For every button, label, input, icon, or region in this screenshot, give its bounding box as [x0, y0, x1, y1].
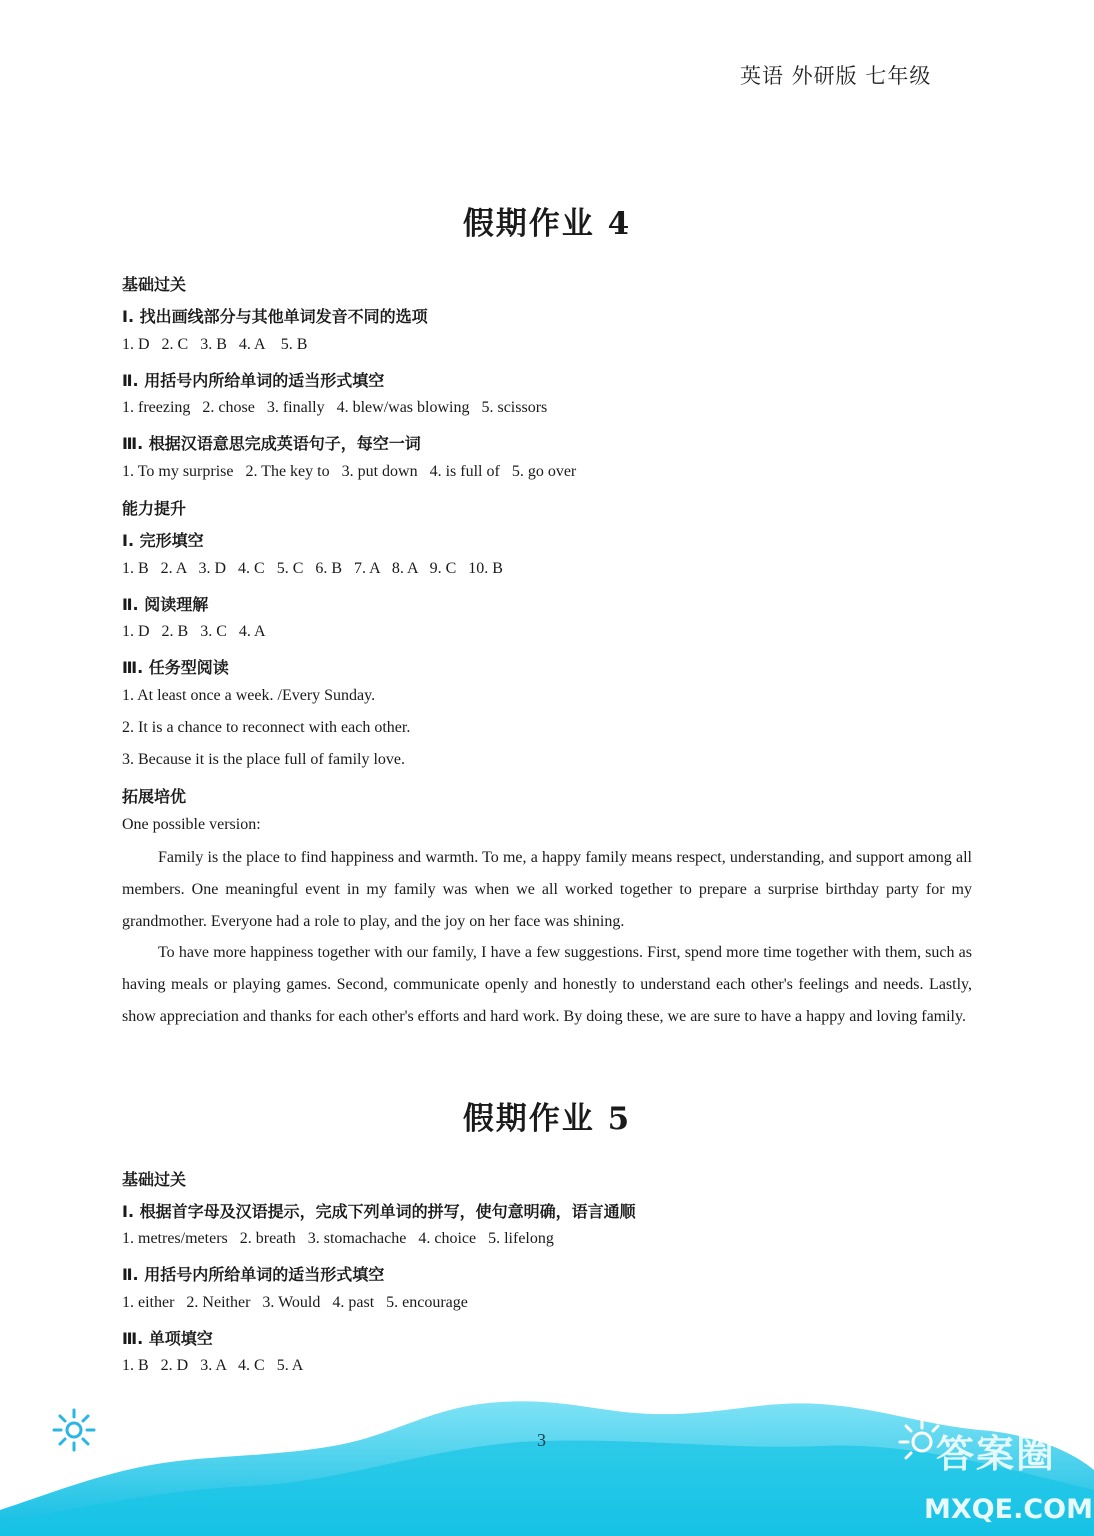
hw4-reading-title: Ⅱ. 阅读理解 [122, 595, 209, 614]
hw4-task-reading-title: Ⅲ. 任务型阅读 [122, 658, 229, 677]
page-header: 英语 外研版 七年级 [740, 64, 932, 88]
hw5-q2-title: Ⅱ. 用括号内所给单词的适当形式填空 [122, 1265, 385, 1284]
hw4-q1-answers: 1. D 2. C 3. B 4. A 5. B [122, 336, 308, 353]
hw5-title: 假期作业 5 [462, 1101, 632, 1137]
hw4-cloze-answers: 1. B 2. A 3. D 4. C 5. C 6. B 7. A 8. A 9. C 10. B [122, 560, 503, 577]
watermark-logo-text: 答案圈 [936, 1432, 1057, 1476]
hw4-title: 假期作业 4 [462, 206, 632, 242]
hw5-q1-answers: 1. metres/meters 2. breath 3. stomachache 4. choice 5. lifelong [122, 1230, 554, 1247]
hw4-task-answer-1: 1. At least once a week. /Every Sunday. [122, 687, 376, 704]
hw4-cloze-title: Ⅰ. 完形填空 [122, 531, 204, 550]
hw4-q3-title: Ⅲ. 根据汉语意思完成英语句子，每空一词 [122, 434, 421, 453]
hw4-essay-paragraph-2: To have more happiness together with our family, I have a few suggestions. First, spend more time together with them, such as having meals or playing games. Second, communicate openly and honestly to understand each other's feelings and needs. Lastly, show appreciation and thanks for each other's efforts and hard work. By doing these, we are sure to have a happy and loving family. [122, 944, 972, 1025]
hw5-q2-answers: 1. either 2. Neither 3. Would 4. past 5. encourage [122, 1294, 468, 1311]
hw5-q1-title: Ⅰ. 根据首字母及汉语提示，完成下列单词的拼写，使句意明确，语言通顺 [122, 1202, 636, 1221]
hw4-q3-answers: 1. To my surprise 2. The key to 3. put down 4. is full of 5. go over [122, 463, 577, 480]
watermark-url: MXQE.COM [924, 1494, 1093, 1525]
hw4-q2-title: Ⅱ. 用括号内所给单词的适当形式填空 [122, 371, 385, 390]
hw4-section-extension: 拓展培优 [122, 787, 187, 806]
hw4-essay-paragraph-1: Family is the place to find happiness and warmth. To me, a happy family means respect, understanding, and support among all members. One meaningful event in my family was when we all worked together to prepare a surprise birthday party for my grandmother. Everyone had a role to play, and the joy on her face was shining. [122, 849, 972, 930]
page-number: 3 [537, 1430, 546, 1450]
hw4-q2-answers: 1. freezing 2. chose 3. finally 4. blew/was blowing 5. scissors [122, 399, 548, 416]
hw4-reading-answers: 1. D 2. B 3. C 4. A [122, 623, 266, 640]
hw4-q1-title: Ⅰ. 找出画线部分与其他单词发音不同的选项 [122, 307, 428, 326]
hw5-section-basic: 基础过关 [122, 1170, 187, 1189]
hw4-section-basic: 基础过关 [122, 275, 187, 294]
hw4-task-answer-2: 2. It is a chance to reconnect with each other. [122, 719, 411, 736]
hw5-q3-answers: 1. B 2. D 3. A 4. C 5. A [122, 1357, 304, 1374]
hw4-essay-intro: One possible version: [122, 816, 261, 833]
sun-icon-left [54, 1410, 94, 1450]
hw4-task-answer-3: 3. Because it is the place full of family love. [122, 751, 406, 768]
hw4-section-ability: 能力提升 [122, 499, 187, 518]
hw5-q3-title: Ⅲ. 单项填空 [122, 1329, 213, 1348]
